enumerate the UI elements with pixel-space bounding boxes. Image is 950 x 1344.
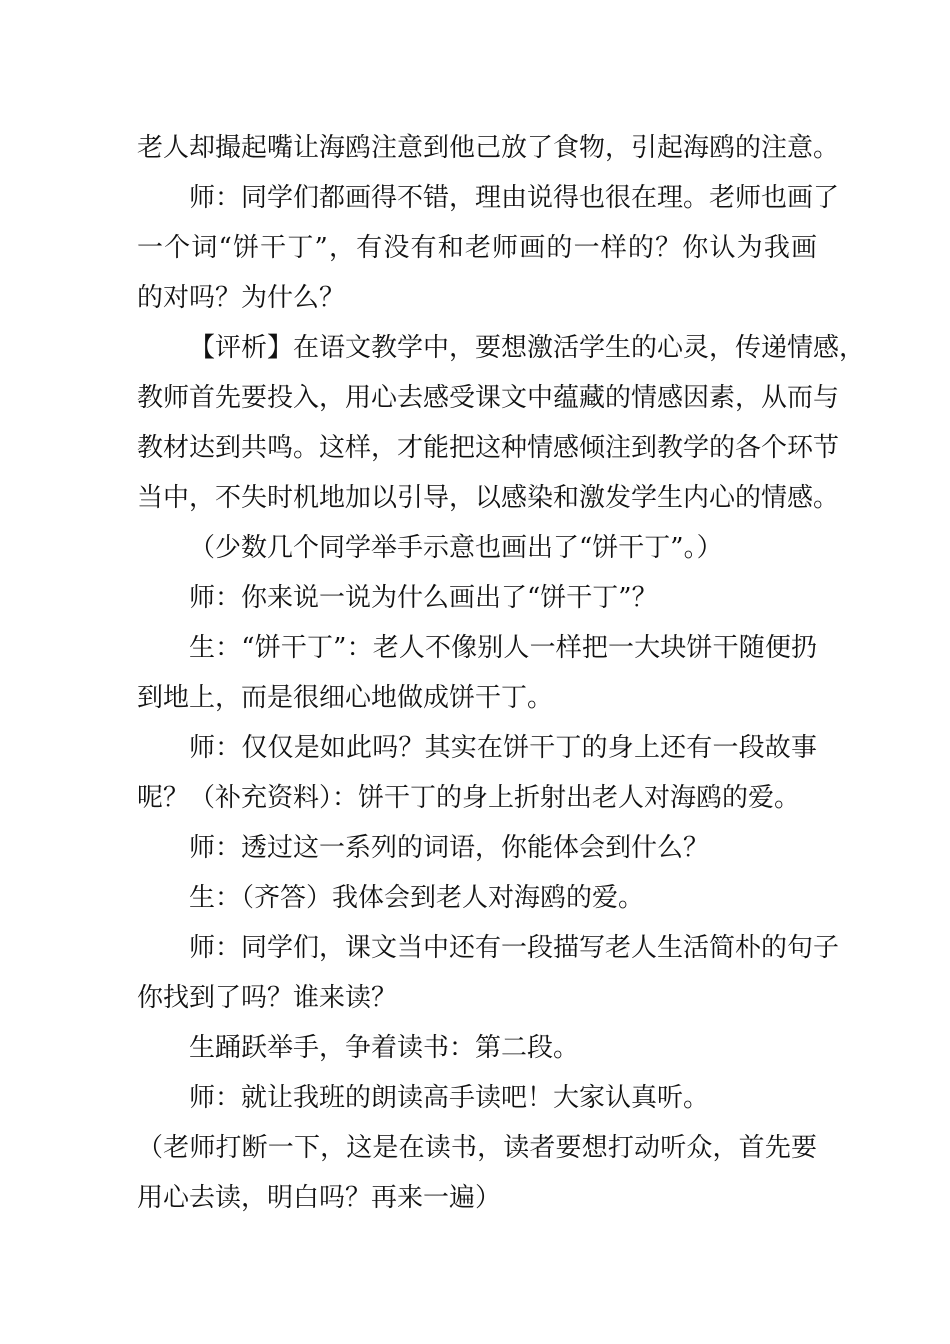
paragraph-line: 师：同学们，课文当中还有一段描写老人生活简朴的句子 bbox=[189, 933, 840, 963]
paragraph-line: 呢？（补充资料）：饼干丁的身上折射出老人对海鸥的爱。 bbox=[137, 783, 801, 813]
paragraph-line: 师：仅仅是如此吗？其实在饼干丁的身上还有一段故事 bbox=[189, 733, 817, 763]
paragraph-line: 师：透过这一系列的词语，你能体会到什么？ bbox=[189, 833, 710, 863]
paragraph-line: 一个词“饼干丁”，有没有和老师画的一样的？你认为我画 bbox=[137, 233, 817, 263]
paragraph-line: 用心去读，明白吗？再来一遍） bbox=[137, 1183, 502, 1213]
paragraph-line: 当中，不失时机地加以引导，以感染和激发学生内心的情感。 bbox=[137, 483, 840, 513]
paragraph-line: 师：你来说一说为什么画出了“饼干丁”？ bbox=[189, 583, 658, 613]
paragraph-line: 师：就让我班的朗读高手读吧！大家认真听。 bbox=[189, 1083, 710, 1113]
paragraph-line: （老师打断一下，这是在读书，读者要想打动听众，首先要 bbox=[137, 1133, 817, 1163]
paragraph-line: 老人却撮起嘴让海鸥注意到他己放了食物，引起海鸥的注意。 bbox=[137, 133, 840, 163]
paragraph-line: 你找到了吗？谁来读？ bbox=[137, 983, 398, 1013]
paragraph-line: 师：同学们都画得不错，理由说得也很在理。老师也画了 bbox=[189, 183, 840, 213]
paragraph-line: 到地上，而是很细心地做成饼干丁。 bbox=[137, 683, 554, 713]
paragraph-line: 生：“饼干丁”：老人不像别人一样把一大块饼干随便扔 bbox=[189, 633, 817, 663]
paragraph-line: 的对吗？为什么？ bbox=[137, 283, 346, 313]
paragraph-line: （少数几个同学举手示意也画出了“饼干丁”。） bbox=[189, 533, 723, 563]
paragraph-line: 教材达到共鸣。这样，才能把这种情感倾注到教学的各个环节 bbox=[137, 433, 840, 463]
paragraph-line: 生：（齐答）我体会到老人对海鸥的爱。 bbox=[189, 883, 645, 913]
paragraph-line: 教师首先要投入，用心去感受课文中蕴藏的情感因素，从而与 bbox=[137, 383, 840, 413]
paragraph-line: 【评析】在语文教学中，要想激活学生的心灵，传递情感， bbox=[189, 333, 866, 363]
paragraph-line: 生踊跃举手，争着读书：第二段。 bbox=[189, 1033, 580, 1063]
